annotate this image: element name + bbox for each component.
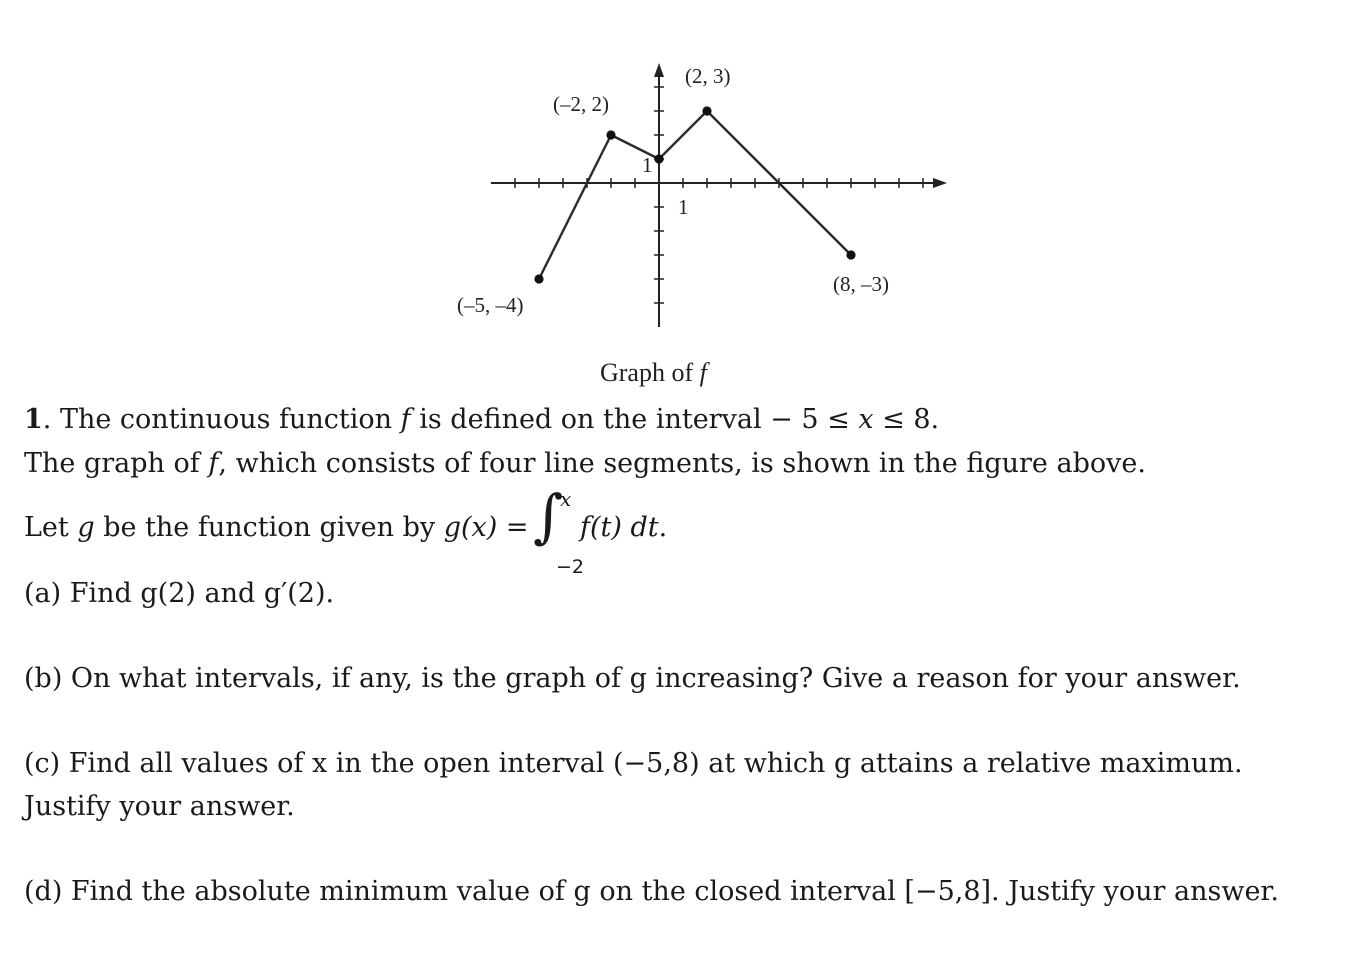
integrand (580, 512, 667, 543)
problem-line-2 (24, 448, 1146, 479)
text: The graph of (24, 448, 209, 479)
text: Let (24, 512, 78, 543)
point-label: (8, –3) (833, 272, 889, 296)
point-label: (2, 3) (685, 64, 731, 88)
data-point (606, 130, 615, 139)
axis-ticks (515, 87, 923, 303)
caption-var: f (699, 358, 707, 387)
caption-prefix: Graph of (600, 358, 700, 387)
period: . (658, 512, 668, 543)
data-point (534, 274, 543, 283)
line-segment (659, 111, 707, 159)
data-point (654, 154, 663, 163)
data-point (702, 106, 711, 115)
var-f: f (400, 404, 411, 435)
x-tick-label: 1 (678, 195, 689, 219)
upper-limit: x (560, 487, 572, 511)
part-b: (b) On what intervals, if any, is the graph of g increasing? Give a reason for your answer. (24, 663, 1241, 694)
integral-sign: ∫ (533, 482, 564, 550)
var-f: f (208, 448, 219, 479)
line-segment (539, 135, 611, 279)
figure-caption (600, 358, 707, 388)
y-axis-arrow (654, 63, 664, 77)
var-x: x (858, 404, 874, 435)
point-labels (457, 64, 889, 317)
point-label: (–2, 2) (553, 92, 609, 116)
text: be the function given by (94, 512, 444, 543)
y-tick-label: 1 (642, 153, 653, 177)
graph-of-f (0, 0, 1358, 400)
text: , which consists of four line segments, is shown in the figure above. (218, 448, 1146, 479)
problem-number: 1 (24, 404, 43, 435)
line-segments (539, 111, 851, 279)
problem-line-3 (24, 512, 529, 543)
equals-sign: = (497, 512, 529, 543)
text: ≤ 8. (873, 404, 940, 435)
endpoints (534, 106, 855, 283)
part-a: (a) Find g(2) and g′(2). (24, 578, 335, 609)
var-g: g (77, 512, 95, 543)
data-point (846, 250, 855, 259)
part-c-line-2: Justify your answer. (24, 791, 295, 822)
problem-line-1 (24, 404, 939, 435)
part-c-line-1: (c) Find all values of x in the open interval (−5,8) at which g attains a relative maximum. (24, 748, 1243, 779)
part-d: (d) Find the absolute minimum value of g on the closed interval [−5,8]. Justify your answer. (24, 876, 1279, 907)
point-label: (–5, –4) (457, 293, 524, 317)
g-of-x: g(x) (443, 512, 498, 543)
text: . The continuous function (42, 404, 401, 435)
integrand-text: f(t) dt (580, 512, 659, 543)
text: is defined on the interval − 5 ≤ (410, 404, 859, 435)
lower-limit: −2 (556, 556, 585, 578)
x-axis-arrow (933, 178, 947, 188)
